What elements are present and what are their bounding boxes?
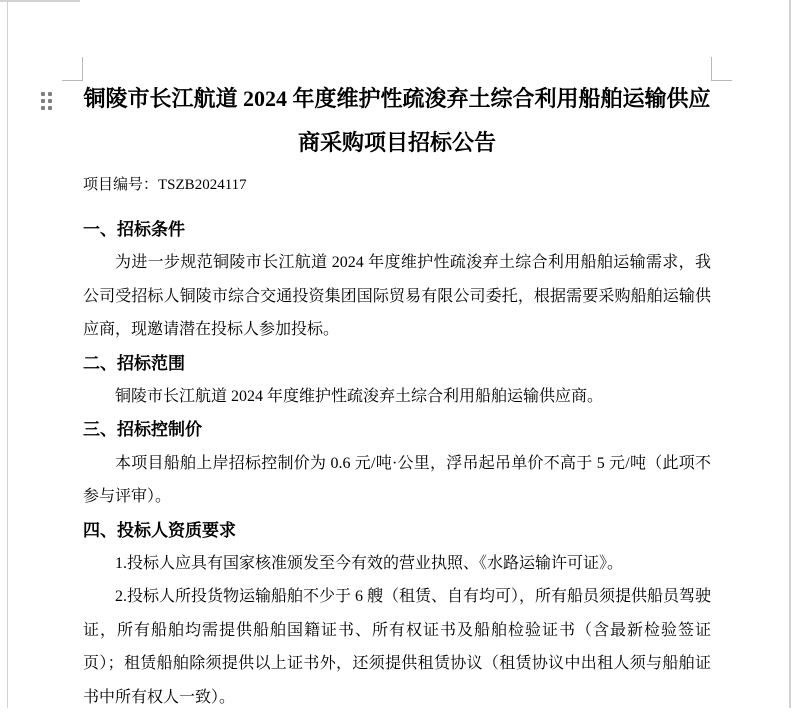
section-2-paragraph-1: 铜陵市长江航道 2024 年度维护性疏浚弃土综合利用船舶运输供应商。 xyxy=(115,388,604,406)
section-1-paragraph-1: 为进一步规范铜陵市长江航道 2024 年度维护性疏浚弃土综合利用船舶运输需求，我公司受招标人铜陵市综合交通投资集团国际贸易有限公司委托，根据需要采购船舶运输供应商，现邀请潜在投标人参加投标。 xyxy=(83,254,711,339)
project-number-value: TSZB2024117 xyxy=(158,177,247,193)
window-right-edge xyxy=(789,0,791,708)
section-4-paragraph-2: 2.投标人所投货物运输船舶不少于 6 艘（租赁、自有均可），所有船员须提供船员驾驶证，所有船舶均需提供船舶国籍证书、所有权证书及船舶检验证书（含最新检验签证页）；租赁船舶除须提供以上证书外，还须提供租赁协议（租赁协议中出租人须与船舶证书中所有权人一致）。 xyxy=(83,588,712,706)
text-boundary-mark-top-left xyxy=(62,57,83,81)
drag-handle-dot xyxy=(48,106,52,110)
text-boundary-mark-top-right xyxy=(711,57,732,81)
section-4-paragraph-1: 1.投标人应具有国家核准颁发至今有效的营业执照、《水路运输许可证》。 xyxy=(115,555,624,573)
project-number-line xyxy=(83,175,711,195)
document-body xyxy=(83,213,711,714)
drag-handle-dot xyxy=(48,99,52,103)
window-left-edge xyxy=(7,0,8,708)
drag-handle-dot xyxy=(41,99,45,103)
document-title-line-2: 商采购项目招标公告 xyxy=(297,130,496,155)
drag-handle-dot xyxy=(48,92,52,96)
drag-handle-icon[interactable] xyxy=(41,92,52,110)
section-heading-2: 二、招标范围 xyxy=(83,353,185,373)
drag-handle-dot xyxy=(41,106,45,110)
window-top-edge xyxy=(0,0,80,2)
document-page xyxy=(83,81,711,714)
section-3-paragraph-1: 本项目船舶上岸招标控制价为 0.6 元/吨·公里，浮吊起吊单价不高于 5 元/吨（此项不参与评审）。 xyxy=(83,454,711,506)
section-heading-3: 三、招标控制价 xyxy=(83,420,202,440)
project-number-label: 项目编号： xyxy=(83,177,159,193)
document-title-line-1: 铜陵市长江航道 2024 年度维护性疏浚弃土综合利用船舶运输供应 xyxy=(83,86,711,111)
section-heading-4: 四、投标人资质要求 xyxy=(83,520,236,540)
section-heading-1: 一、招标条件 xyxy=(83,220,185,239)
drag-handle-dot xyxy=(41,92,45,96)
document-title xyxy=(83,77,711,165)
